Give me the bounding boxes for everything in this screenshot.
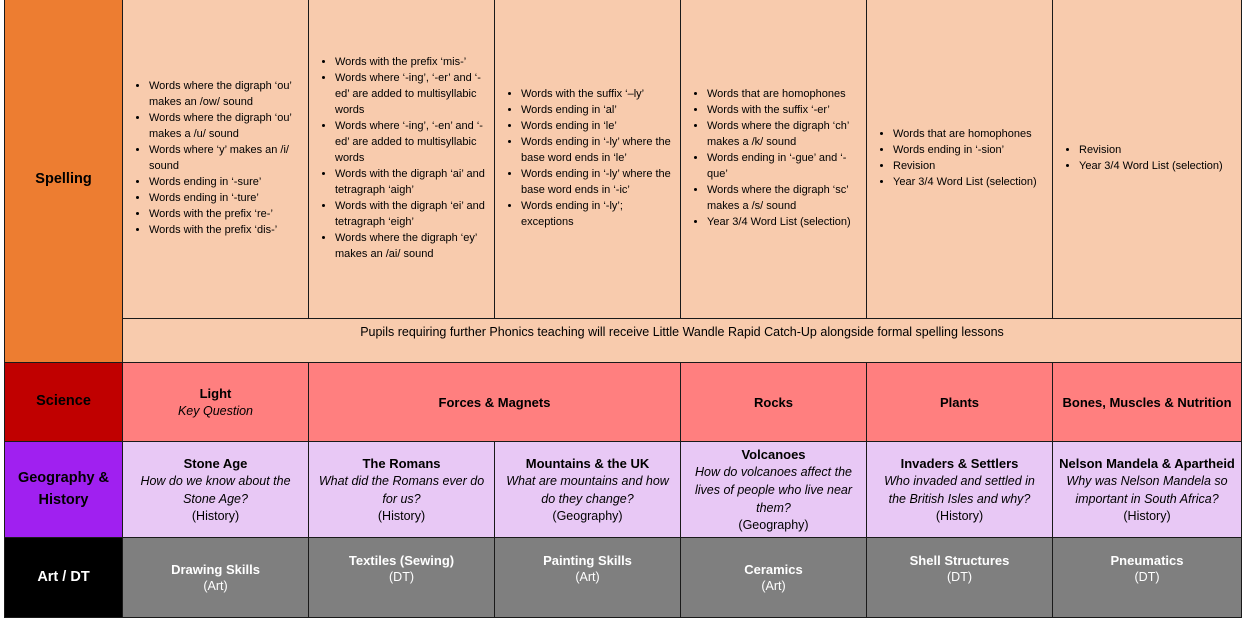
spelling-item: • Year 3/4 Word List (selection) (1079, 158, 1235, 174)
spelling-list (867, 126, 1052, 190)
topic-category: (Geography) (552, 508, 623, 523)
key-question: How do volcanoes affect the lives of people who live near them? (694, 464, 853, 515)
spelling-item: • Words ending in ‘-ly’ where the base word ends in ‘-ic’ (521, 166, 674, 198)
spelling-item: • Words ending in ‘-gue’ and ‘-que’ (707, 150, 860, 182)
key-question: What did the Romans ever do for us? (318, 473, 485, 506)
science-forces (309, 363, 681, 442)
spelling-item: • Words where the digraph ‘sc’ makes a /s/ sound (707, 182, 860, 214)
topic-title: Rocks (753, 394, 794, 410)
spelling-note-row (5, 319, 1242, 363)
spelling-term-3 (495, 0, 681, 319)
topic-title: Bones, Muscles & Nutrition (1062, 394, 1232, 410)
topic-category: (History) (1123, 508, 1171, 523)
geo-topic-6 (1053, 442, 1242, 538)
spelling-item: • Words with the suffix ‘-er’ (707, 102, 860, 118)
topic-title: Light (199, 385, 232, 401)
topic-category: (Art) (761, 578, 786, 593)
science-plants (867, 363, 1053, 442)
spelling-item: • Words where the digraph ‘ou’ makes an /ow/ sound (149, 78, 302, 110)
key-question: Key Question (177, 403, 254, 418)
spelling-item: • Words with the digraph ‘ei’ and tetragraph ‘eigh’ (335, 198, 488, 230)
subject-label: Science (36, 393, 91, 410)
spelling-list (309, 54, 494, 262)
art-topic-1 (123, 538, 309, 618)
spelling-item: • Revision (1079, 142, 1235, 158)
topic-category: (DT) (389, 570, 414, 584)
geo-topic-4 (681, 442, 867, 538)
geography-history-row (5, 442, 1242, 538)
science-row (5, 363, 1242, 442)
topic-title: Drawing Skills (171, 561, 260, 577)
topic-category: (Art) (575, 570, 600, 584)
topic-category: (DT) (1134, 570, 1160, 584)
spelling-term-6 (1053, 0, 1242, 319)
geo-topic-3 (495, 442, 681, 538)
geo-topic-5 (867, 442, 1053, 538)
art-topic-5 (867, 538, 1053, 618)
subject-label: Spelling (35, 171, 92, 188)
art-topic-3 (495, 538, 681, 618)
key-question: What are mountains and how do they change? (506, 473, 669, 506)
topic-title: Shell Structures (909, 553, 1010, 568)
topic-title: Ceramics (744, 561, 803, 577)
art-topic-2 (309, 538, 495, 618)
subject-label: Geography & History (17, 470, 110, 508)
curriculum-table (4, 0, 1242, 618)
phonics-note: Pupils requiring further Phonics teaching will receive Little Wandle Rapid Catch-Up alongside formal spelling lessons (123, 319, 1242, 363)
topic-title: Invaders & Settlers (900, 455, 1019, 471)
subject-science (5, 363, 123, 442)
topic-title: Textiles (Sewing) (348, 553, 455, 568)
spelling-item: • Words ending in ‘-sure’ (149, 174, 302, 190)
art-dt-row (5, 538, 1242, 618)
spelling-item: • Words with the prefix ‘mis-’ (335, 54, 488, 70)
key-question: Why was Nelson Mandela so important in South Africa? (1066, 473, 1228, 506)
spelling-item: • Words where ‘-ing’, ‘-er’ and ‘-ed’ are added to multisyllabic words (335, 70, 488, 118)
spelling-item: • Words where the digraph ‘ch’ makes a /k/ sound (707, 118, 860, 150)
spelling-term-4 (681, 0, 867, 319)
spelling-item: • Words ending in ‘le’ (521, 118, 674, 134)
spelling-list (681, 86, 866, 230)
spelling-item: • Words ending in ‘-ly’ where the base word ends in ‘le’ (521, 134, 674, 166)
science-light (123, 363, 309, 442)
topic-category: (History) (191, 508, 240, 523)
spelling-item: • Year 3/4 Word List (selection) (707, 214, 860, 230)
geo-topic-2 (309, 442, 495, 538)
spelling-item: • Words where the digraph ‘ou’ makes a /u/ sound (149, 110, 302, 142)
topic-category: (Geography) (738, 517, 809, 532)
spelling-row (5, 0, 1242, 319)
spelling-term-2 (309, 0, 495, 319)
spelling-item: • Words that are homophones (893, 126, 1046, 142)
spelling-item: • Year 3/4 Word List (selection) (893, 174, 1046, 190)
topic-category: (History) (377, 508, 426, 523)
art-topic-6 (1053, 538, 1242, 618)
spelling-term-1 (123, 0, 309, 319)
spelling-item: • Words with the digraph ‘ai’ and tetragraph ‘aigh’ (335, 166, 488, 198)
spelling-item: • Words where the digraph ‘ey’ makes an /ai/ sound (335, 230, 488, 262)
spelling-list (1053, 142, 1241, 174)
art-topic-4 (681, 538, 867, 618)
subject-spelling (5, 0, 123, 363)
spelling-item: • Words ending in ‘-ture’ (149, 190, 302, 206)
key-question: How do we know about the Stone Age? (140, 473, 291, 506)
spelling-item: • Words with the prefix ‘dis-’ (149, 222, 302, 238)
topic-title: Pneumatics (1110, 553, 1184, 568)
topic-title: Volcanoes (741, 446, 806, 462)
science-bones (1053, 363, 1242, 442)
topic-category: (DT) (947, 570, 972, 584)
key-question: Who invaded and settled in the British Isles and why? (884, 473, 1035, 506)
spelling-item: • Words ending in ‘-sion’ (893, 142, 1046, 158)
topic-title: Plants (939, 394, 979, 410)
spelling-item: • Words with the suffix ‘–ly’ (521, 86, 674, 102)
spelling-list (123, 78, 308, 238)
science-rocks (681, 363, 867, 442)
topic-category: (History) (935, 508, 984, 523)
topic-title: Stone Age (183, 455, 248, 471)
spelling-item: • Words with the prefix ‘re-’ (149, 206, 302, 222)
topic-title: Forces & Magnets (438, 394, 551, 410)
subject-geography-history (5, 442, 123, 538)
topic-title: The Romans (362, 455, 441, 471)
subject-art-dt (5, 538, 123, 618)
spelling-item: • Words where ‘-ing’, ‘-en’ and ‘-ed’ are added to multisyllabic words (335, 118, 488, 166)
spelling-item: • Words ending in ‘-ly’; exceptions (521, 198, 674, 230)
topic-category: (Art) (203, 578, 228, 593)
topic-title: Mountains & the UK (525, 455, 650, 471)
spelling-item: • Words where ‘y’ makes an /i/ sound (149, 142, 302, 174)
topic-title: Painting Skills (543, 553, 632, 568)
spelling-term-5 (867, 0, 1053, 319)
spelling-item: • Words that are homophones (707, 86, 860, 102)
spelling-item: • Revision (893, 158, 1046, 174)
spelling-item: • Words ending in ‘al’ (521, 102, 674, 118)
topic-title: Nelson Mandela & Apartheid (1059, 455, 1235, 471)
subject-label: Art / DT (37, 568, 90, 585)
geo-topic-1 (123, 442, 309, 538)
spelling-list (495, 86, 680, 230)
